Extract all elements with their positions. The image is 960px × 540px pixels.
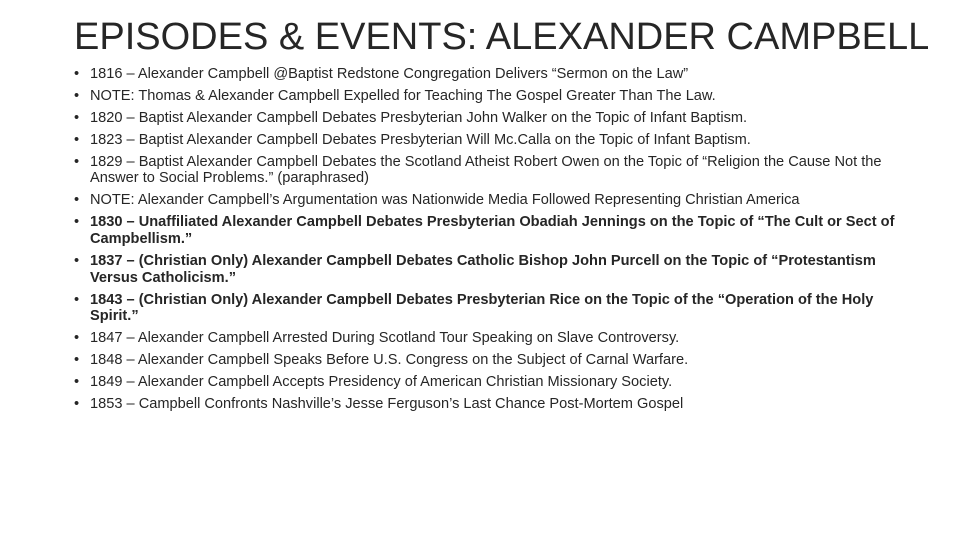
bullet-text: 1837 – (Christian Only) Alexander Campbell Debates Catholic Bishop John Purcell on the Topic of “Protestantism Versus Catholicism.” [90, 252, 876, 286]
bullet-text: 1848 – Alexander Campbell Speaks Before U.S. Congress on the Subject of Carnal Warfare. [90, 352, 689, 369]
bullet-icon: • [74, 131, 80, 148]
bullet-item [74, 66, 904, 83]
bullet-item [74, 330, 904, 347]
bullet-item [74, 396, 904, 413]
bullet-list [74, 66, 904, 418]
bullet-icon: • [74, 214, 80, 231]
bullet-text: NOTE: Alexander Campbell’s Argumentation was Nationwide Media Followed Representing Christian America [90, 192, 800, 209]
bullet-text: 1829 – Baptist Alexander Campbell Debates the Scotland Atheist Robert Owen on the Topic of “Religion the Cause Not the Answer to Social Problems.” (paraphrased) [90, 153, 882, 187]
bullet-item [74, 253, 904, 287]
bullet-item [74, 88, 904, 105]
bullet-icon: • [74, 252, 80, 269]
bullet-icon: • [74, 352, 80, 369]
bullet-text: 1847 – Alexander Campbell Arrested During Scotland Tour Speaking on Slave Controversy. [90, 330, 680, 347]
bullet-text: NOTE: Thomas & Alexander Campbell Expelled for Teaching The Gospel Greater Than The Law. [90, 87, 716, 104]
bullet-icon: • [74, 373, 80, 390]
bullet-text: 1816 – Alexander Campbell @Baptist Redstone Congregation Delivers “Sermon on the Law” [90, 66, 689, 82]
bullet-icon: • [74, 192, 80, 209]
bullet-text: 1849 – Alexander Campbell Accepts Presidency of American Christian Missionary Society. [90, 373, 673, 390]
bullet-item [74, 292, 904, 326]
bullet-text: 1843 – (Christian Only) Alexander Campbell Debates Presbyterian Rice on the Topic of the “Operation of the Holy Spirit.” [90, 291, 874, 325]
bullet-icon: • [74, 291, 80, 308]
bullet-text: 1853 – Campbell Confronts Nashville’s Jesse Ferguson’s Last Chance Post-Mortem Gospel [90, 395, 684, 412]
bullet-item [74, 192, 904, 209]
bullet-icon: • [74, 395, 80, 412]
bullet-item [74, 132, 904, 149]
bullet-item [74, 352, 904, 369]
bullet-icon: • [74, 66, 80, 82]
bullet-item [74, 154, 904, 188]
bullet-item [74, 110, 904, 127]
slide-title: EPISODES & EVENTS: ALEXANDER CAMPBELL [74, 16, 930, 58]
bullet-item [74, 374, 904, 391]
bullet-icon: • [74, 330, 80, 347]
bullet-text: 1823 – Baptist Alexander Campbell Debates Presbyterian Will Mc.Calla on the Topic of Infant Baptism. [90, 131, 751, 148]
bullet-text: 1820 – Baptist Alexander Campbell Debates Presbyterian John Walker on the Topic of Infant Baptism. [90, 109, 748, 126]
bullet-icon: • [74, 153, 80, 170]
bullet-item [74, 214, 904, 248]
bullet-icon: • [74, 109, 80, 126]
bullet-text: 1830 – Unaffiliated Alexander Campbell Debates Presbyterian Obadiah Jennings on the Topic of “The Cult or Sect of Campbellism.” [90, 214, 895, 247]
bullet-icon: • [74, 87, 80, 104]
